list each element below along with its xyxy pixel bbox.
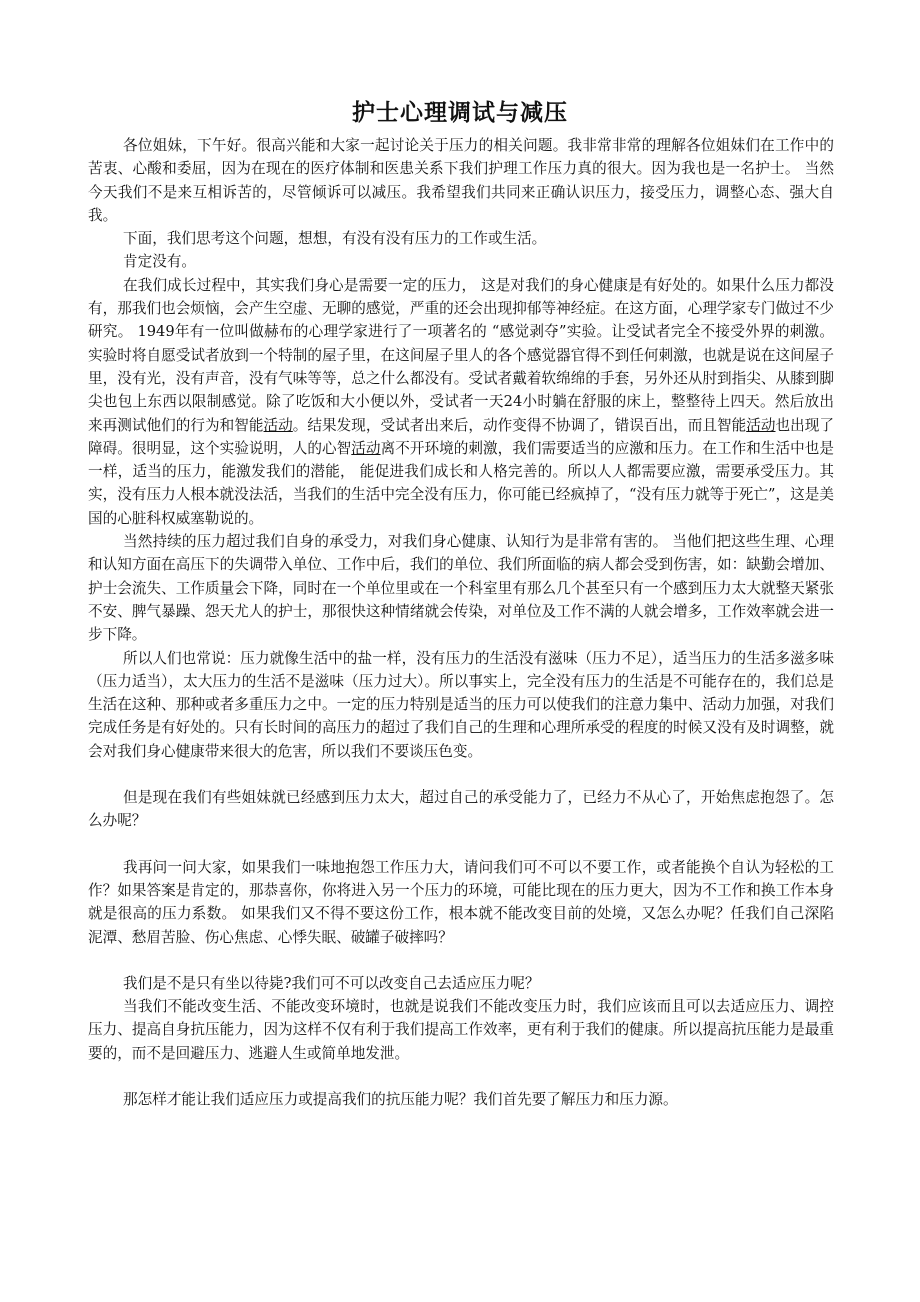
paragraph-next: 那怎样才能让我们适应压力或提高我们的抗压能力呢？我们首先要了解压力和压力源。 (123, 1090, 678, 1108)
text-segment: 离不开环境的刺激，我们需要适当的应激和压力。在工作和生活中也是一样，适当的压力，能激发我们的潜能， 能促进我们成长和人格完善的。所以人人都需要应激，需要承受压力。其实，没有压力人根本就没法活，当我们的生活中完全没有压力，你可能已经疯掉了，“没有压力就等于死亡”，这是美国的心脏科权威塞勒说的。 (88, 439, 834, 527)
paragraph-harm: 当然持续的压力超过我们自身的承受力，对我们身心健康、认知行为是非常有害的。 当他们把这些生理、心理和认知方面在高压下的失调带入单位、工作中后，我们的单位、我们所面临的病人都会受到伤害，如：缺勤会增加、护士会流失、工作质量会下降，同时在一个单位里或在一个科室里有那么几个甚至只有一个感到压力太大就整天紧张不安、脾气暴躁、怨天尤人的护士，那很快这种情绪就会传染，对单位及工作不满的人就会增多，工作效率就会进一步下降。 (88, 533, 834, 644)
paragraph-greeting: 各位姐妹，下午好。很高兴能和大家一起讨论关于压力的相关问题。我非常非常的理解各位姐妹们在工作中的苦衷、心酸和委屈，因为在现在的医疗体制和医患关系下我们护理工作压力真的很大。因为我也是一名护士。 当然今天我们不是来互相诉苦的，尽管倾诉可以减压。我希望我们共同来正确认识压力，接受压力，调整心态、强大自我。 (88, 137, 834, 224)
text-segment: 也出现了障碍。很明显，这个实验说明，人的心智 (88, 416, 834, 457)
document-title: 护士心理调试与减压 (352, 100, 568, 126)
paragraph-experiment (88, 274, 834, 530)
paragraph-question: 下面，我们思考这个问题，想想，有没有没有压力的工作或生活。 (123, 230, 547, 248)
text-segment: 。结果发现，受试者出来后，动作变得不协调了，错误百出，而且智能 (292, 416, 747, 434)
paragraph-spacer (88, 763, 834, 786)
underlined-term: 活动 (746, 416, 776, 434)
paragraph-answer: 肯定没有。 (123, 253, 197, 271)
paragraph-adapt: 当我们不能改变生活、不能改变环境时，也就是说我们不能改变压力时，我们应该而且可以去适应压力、调控压力、提高自身抗压能力，因为这样不仅有利于我们提高工作效率，更有利于我们的健康。所以提高抗压能力是最重要的，而不是回避压力、逃避人生或简单地发泄。 (88, 998, 834, 1062)
underlined-term: 活动 (263, 416, 293, 434)
paragraph-adapt-question: 我们是不是只有坐以待毙?我们可不可以改变自己去适应压力呢？ (123, 974, 540, 992)
underlined-term: 活动 (351, 439, 381, 457)
paragraph-spacer (88, 949, 834, 972)
paragraph-anxiety: 但是现在我们有些姐妹就已经感到压力太大，超过自己的承受能力了，已经力不从心了，开始焦虑抱怨了。怎么办呢？ (88, 789, 834, 830)
paragraph-spacer (88, 1065, 834, 1088)
text-segment: 在我们成长过程中，其实我们身心是需要一定的压力， 这是对我们的身心健康是有好处的。如果什么压力都没有，那我们也会烦恼，会产生空虚、无聊的感觉，严重的还会出现抑郁等神经症。在这方面，心理学家专门做过不少研究。 1949年有一位叫做赫布的心理学家进行了一项著名的 “感觉剥夺”实验。让受试者完全不接受外界的刺激。实验时将自愿受试者放到一个特制的屋子里，在这间屋子里人的各个感觉器官得不到任何刺激，也就是说在这间屋子里，没有光，没有声音，没有气味等等，总之什么都没有。受试者戴着软绵绵的手套，另外还从肘到指尖、从膝到脚尖也包上东西以限制感觉。除了吃饭和大小便以外，受试者一天24小时躺在舒服的床上，整整待上四天。然后放出来再测试他们的行为和智能 (88, 276, 834, 434)
paragraph-spacer (88, 833, 834, 856)
document-body (88, 134, 834, 1111)
paragraph-change-job: 我再问一问大家，如果我们一味地抱怨工作压力大，请问我们可不可以不要工作，或者能换个自认为轻松的工作？如果答案是肯定的，那恭喜你，你将进入另一个压力的环境，可能比现在的压力更大，因为不工作和换工作本身就是很高的压力系数。 如果我们又不得不要这份工作，根本就不能改变目前的处境，又怎么办呢？任我们自己深陷泥潭、愁眉苦脸、伤心焦虑、心悸失眠、破罐子破摔吗？ (88, 858, 834, 946)
paragraph-salt: 所以人们也常说：压力就像生活中的盐一样，没有压力的生活没有滋味（压力不足），适当压力的生活多滋多味（压力适当），太大压力的生活不是滋味（压力过大）。所以事实上，完全没有压力的生活是不可能存在的，我们总是生活在这种、那种或者多重压力之中。一定的压力特别是适当的压力可以使我们的注意力集中、活动力加强，对我们完成任务是有好处的。只有长时间的高压力的超过了我们自己的生理和心理所承受的程度的时候又没有及时调整，就会对我们身心健康带来很大的危害，所以我们不要谈压色变。 (88, 649, 834, 760)
